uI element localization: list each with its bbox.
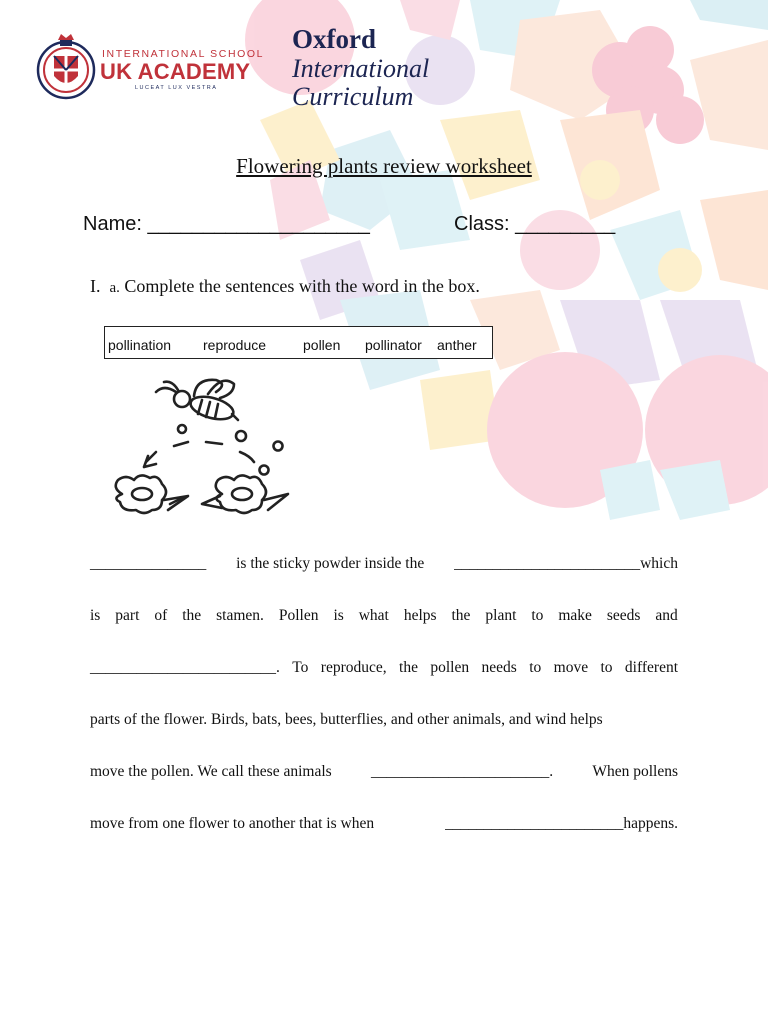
blank-3[interactable]: ________________________. bbox=[90, 659, 280, 676]
pollen-trail bbox=[144, 425, 283, 475]
word-anther: anther bbox=[437, 337, 477, 353]
question-part: a. bbox=[109, 280, 120, 296]
class-blank[interactable]: _________ bbox=[515, 213, 616, 235]
paragraph-line-5: move the pollen. We call these animals _______________________. When pollens bbox=[90, 763, 678, 780]
paragraph-line-1: _______________ is the sticky powder inside the ________________________which bbox=[90, 555, 678, 572]
flower-icon bbox=[116, 475, 188, 513]
paragraph-line-6: move from one flower to another that is when _______________________happens. bbox=[90, 815, 678, 832]
blank-5[interactable]: _______________________ bbox=[445, 815, 624, 832]
word-pollen: pollen bbox=[303, 337, 341, 353]
word-pollinator: pollinator bbox=[365, 337, 422, 353]
school-subtitle: INTERNATIONAL SCHOOL bbox=[102, 48, 265, 60]
blank-1[interactable]: _______________ bbox=[90, 555, 207, 572]
curriculum-logo-international: International bbox=[292, 54, 430, 83]
blank-4[interactable]: _______________________. bbox=[370, 763, 554, 780]
school-motto: LUCEAT LUX VESTRA bbox=[135, 85, 218, 91]
flower-icon bbox=[202, 475, 288, 513]
bee-icon bbox=[156, 380, 238, 424]
blank-2[interactable]: ________________________ bbox=[454, 555, 641, 572]
pollination-illustration bbox=[104, 370, 309, 540]
paragraph-line-3: ________________________. To reproduce, the pollen needs to move to different bbox=[90, 659, 678, 676]
curriculum-logo-oxford: Oxford bbox=[292, 24, 376, 54]
class-field[interactable] bbox=[454, 213, 615, 236]
crest-icon bbox=[38, 34, 94, 98]
word-pollination: pollination bbox=[108, 337, 172, 353]
name-blank[interactable]: ____________________ bbox=[147, 213, 370, 235]
class-label: Class: bbox=[454, 213, 510, 235]
paragraph-line-4: parts of the flower. Birds, bats, bees, butterflies, and other animals, and wind helps bbox=[90, 711, 603, 728]
word-reproduce: reproduce bbox=[203, 337, 267, 353]
school-name: UK ACADEMY bbox=[100, 59, 251, 84]
name-field[interactable] bbox=[83, 213, 370, 236]
question-number: I. bbox=[90, 276, 101, 296]
worksheet-title: Flowering plants review worksheet bbox=[236, 154, 532, 178]
curriculum-logo-curriculum: Curriculum bbox=[292, 82, 414, 111]
question-instruction: Complete the sentences with the word in the box. bbox=[124, 276, 480, 296]
name-label: Name: bbox=[83, 213, 142, 235]
question-heading bbox=[90, 276, 480, 297]
paragraph-line-2: is part of the stamen. Pollen is what helps the plant to make seeds and bbox=[90, 607, 678, 624]
